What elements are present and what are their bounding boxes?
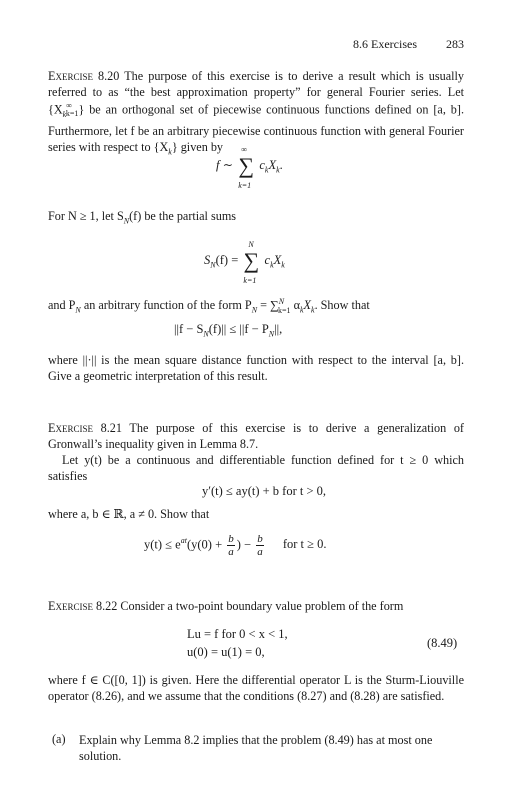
exercise-8-20-intro: Exercise 8.20 The purpose of this exercise is to derive a result which is usually referred to as “the best approximation property” for general Fourier series. Let $\{X_k^\infty_{k=1}\}$ be an orthogonal set of piecewise continuous functions defined on [a, b]. Furthermore, let f be an arbitrary piecewise continuous function with general Fourier series with respect to $\{X_k\}$ given by — [48, 69, 464, 157]
exercise-8-21-show-that: where a, b ∈ ℝ, a ≠ 0. Show that — [48, 507, 210, 521]
equation-gronwall-bound: $y(t) \le e^{at}(y(0)$ + $\frac{b}{a}$ ) − $\frac{b}{a}$ for t ≥ 0. — [144, 533, 327, 558]
exercise-8-20-arbitrary-function-text: and $P_N$ an arbitrary function of the form $P_N = \sum^N_{k=1}$ $\alpha_kX_k$. Show that — [48, 297, 370, 315]
equation-bvp-operator: Lu = f for 0 < x < 1, — [187, 627, 288, 641]
exercise-8-22-intro: Exercise 8.22 Consider a two-point boundary value problem of the form — [48, 599, 404, 613]
equation-fourier-series: f ∼ ∞ ∑ k=1 $c_kX_k$. — [216, 145, 283, 190]
exercise-8-21-intro: Exercise 8.21 The purpose of this exercise is to derive a generalization of Gronwall’s inequality given in Lemma 8.7. — [48, 421, 464, 451]
equation-best-approximation: $||f - S_N(f)|| \le ||f - P_N||$, — [174, 322, 283, 339]
exercise-8-20-partial-sums-text: For N ≥ 1, let $S_N(f)$ be the partial sums — [48, 209, 237, 226]
section-title: 8.6 Exercises — [353, 37, 417, 51]
exercise-title: Exercise 8.21 — [48, 421, 122, 435]
exercise-8-21-hypothesis: Let y(t) be a continuous and differentiable function defined for t ≥ 0 which satisfies — [48, 453, 464, 483]
exercise-title: Exercise 8.20 — [48, 69, 120, 83]
equation-bvp-boundary: u(0) = u(1) = 0, — [187, 645, 265, 659]
exercise-8-20-conclusion: where ||·|| is the mean square distance function with respect to the interval [a, b]. Give a geometric interpretation of this result. — [48, 353, 464, 383]
equation-partial-sum: $S_N(f)$ = N ∑ k=1 $c_kX_k$ — [204, 240, 285, 285]
equation-number: (8.49) — [427, 636, 458, 650]
item-a-label: (a) — [52, 732, 66, 746]
equation-differential-inequality: y′(t) ≤ ay(t) + b for t > 0, — [202, 484, 327, 498]
page-number: 283 — [446, 37, 464, 51]
item-a-text: Explain why Lemma 8.2 implies that the problem (8.49) has at most one solution. — [79, 733, 433, 763]
exercise-title: Exercise 8.22 — [48, 599, 118, 613]
running-header — [353, 37, 464, 52]
exercise-8-22-body: where f ∈ C([0, 1]) is given. Here the differential operator L is the Sturm-Liouville operator (8.26), and we assume that the conditions (8.27) and (8.28) are satisfied. — [48, 673, 464, 703]
